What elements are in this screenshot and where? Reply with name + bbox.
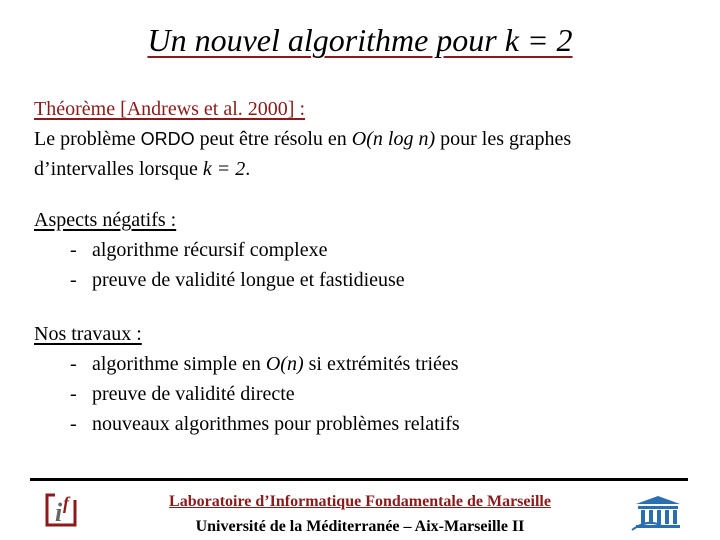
complexity: O(n log n)	[351, 128, 436, 150]
works-heading: Nos travaux :	[34, 323, 142, 345]
condition: k = 2	[202, 158, 246, 180]
list-item: - nouveaux algorithmes pour problèmes relatifs	[70, 413, 460, 435]
negatives-heading: Aspects négatifs :	[34, 209, 177, 231]
list-item: - algorithme récursif complexe	[70, 239, 328, 261]
footer	[0, 489, 720, 539]
footer-university: Université de la Méditerranée – Aix-Marseille II	[195, 518, 525, 535]
theorem-line-1: Le problème ORDO peut être résolu en O(n log n) pour les graphes	[34, 128, 572, 150]
works-section	[34, 319, 460, 439]
list-item: - preuve de validité longue et fastidieuse	[70, 269, 405, 291]
problem-name: ORDO	[140, 129, 195, 149]
svg-text:f: f	[63, 493, 69, 513]
svg-text:i: i	[55, 498, 63, 527]
university-logo-icon	[628, 488, 688, 532]
negatives-section	[34, 205, 405, 295]
list-item: - algorithme simple en O(n) si extrémités triées	[70, 353, 459, 375]
theorem-heading: Théorème [Andrews et al. 2000] :	[34, 98, 306, 120]
theorem-section	[34, 94, 571, 184]
theorem-line-2: d’intervalles lorsque k = 2.	[34, 158, 251, 180]
list-item: - preuve de validité directe	[70, 383, 295, 405]
footer-divider	[30, 478, 688, 481]
footer-lab: Laboratoire d’Informatique Fondamentale de Marseille	[169, 493, 551, 510]
slide-title: Un nouvel algorithme pour k = 2	[147, 22, 573, 58]
